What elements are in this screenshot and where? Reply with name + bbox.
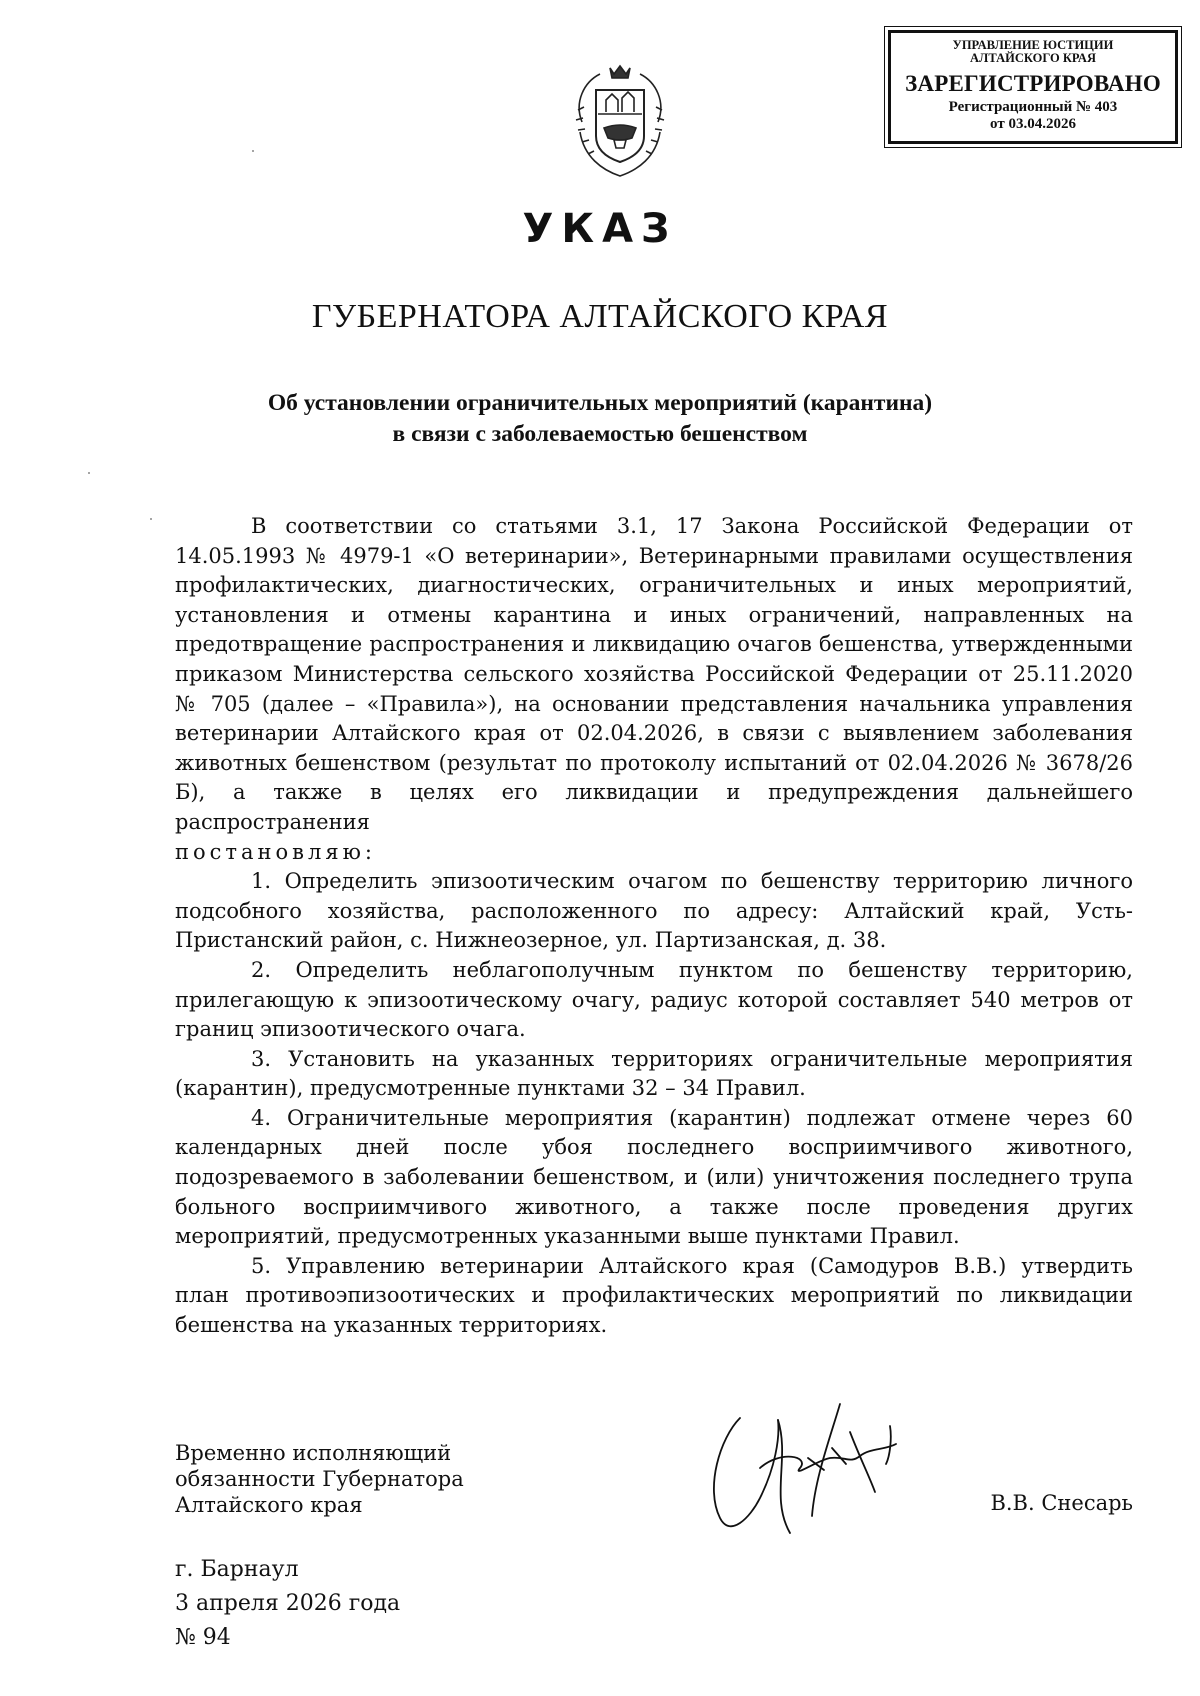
decree-word (175, 838, 1133, 868)
decree-number: № 94 (175, 1625, 231, 1650)
stamp-status: ЗАРЕГИСТРИРОВАНО (905, 71, 1161, 96)
place-date-number (175, 1553, 400, 1655)
stamp-registration-date: от 03.04.2026 (990, 116, 1076, 132)
altai-krai-coat-of-arms-icon (570, 62, 670, 180)
city: г. Барнаул (175, 1557, 299, 1582)
decree-item-1: 1. Определить эпизоотическим очагом по бешенству территорию личного подсобного хозяйства, расположенного по адресу: Алтайский край, Усть-Пристанский район, с. Нижнеозерное, ул. Партизанская, д. 38. (175, 869, 1133, 953)
stamp-registration-number: Регистрационный № 403 (948, 99, 1118, 115)
signer-position-line1: Временно исполняющий (175, 1441, 452, 1465)
decree-item-3: 3. Установить на указанных территориях ограничительные мероприятия (карантин), предусмотренные пунктами 32 – 34 Правил. (175, 1046, 1133, 1101)
signer-name: В.В. Снесарь (990, 1491, 1133, 1515)
scan-speck (88, 472, 90, 474)
stamp-authority-line1: УПРАВЛЕНИЕ ЮСТИЦИИ (952, 38, 1114, 52)
decree-item-4: 4. Ограничительные мероприятия (карантин) подлежат отмене через 60 календарных дней после убоя последнего восприимчивого животного, подозреваемого в заболевании бешенством, и (или) уничтожения последнего трупа больного восприимчивого животного, а также после проведения других мероприятий, предусмотренных указанными выше пунктами Правил. (175, 1105, 1133, 1249)
signer-position (175, 1440, 464, 1518)
document-body (175, 512, 1133, 1341)
scan-speck (252, 150, 254, 152)
signer-position-line3: Алтайского края (175, 1493, 363, 1517)
handwritten-signature (700, 1398, 930, 1543)
date: 3 апреля 2026 года (175, 1591, 401, 1616)
document-title: УКАЗ (522, 206, 678, 252)
scan-speck (150, 518, 152, 520)
heading-line-1: Об установлении ограничительных мероприятий (карантина) (267, 390, 933, 416)
preamble-paragraph: В соответствии со статьями 3.1, 17 Закона Российской Федерации от 14.05.1993 № 4979-1 «О ветеринарии», Ветеринарными правилами осуществления профилактических, диагностических, ограничительных и иных мероприятий, установления и отмены карантина и иных ограничений, направленных на предотвращение распространения и ликвидацию очагов бешенства, утвержденными приказом Министерства сельского хозяйства Российской Федерации от 25.11.2020 № 705 (далее – «Правила»), на основании представления начальника управления ветеринарии Алтайского края от 02.04.2026, в связи с выявлением заболевания животных бешенством (результат по протоколу испытаний от 02.04.2026 № 3678/26 Б), а также в целях его ликвидации и предупреждения дальнейшего распространения (175, 514, 1133, 834)
decree-item-2: 2. Определить неблагополучным пунктом по бешенству территорию, прилегающую к эпизоотическому очагу, радиус которой составляет 540 метров от границ эпизоотического очага. (175, 957, 1133, 1042)
decree-word-text: постановляю: (175, 839, 376, 864)
stamp-authority-line2: АЛТАЙСКОГО КРАЯ (970, 51, 1096, 65)
registration-stamp (888, 30, 1178, 144)
heading-line-2: в связи с заболеваемостью бешенством (392, 421, 808, 447)
decree-item-5: 5. Управлению ветеринарии Алтайского края (Самодуров В.В.) утвердить план противоэпизоотических и профилактических мероприятий по ликвидации бешенства на указанных территориях. (175, 1253, 1133, 1338)
document-subtitle: ГУБЕРНАТОРА АЛТАЙСКОГО КРАЯ (311, 298, 889, 335)
document-heading (0, 388, 1200, 450)
signer-position-line2: обязанности Губернатора (175, 1467, 464, 1491)
